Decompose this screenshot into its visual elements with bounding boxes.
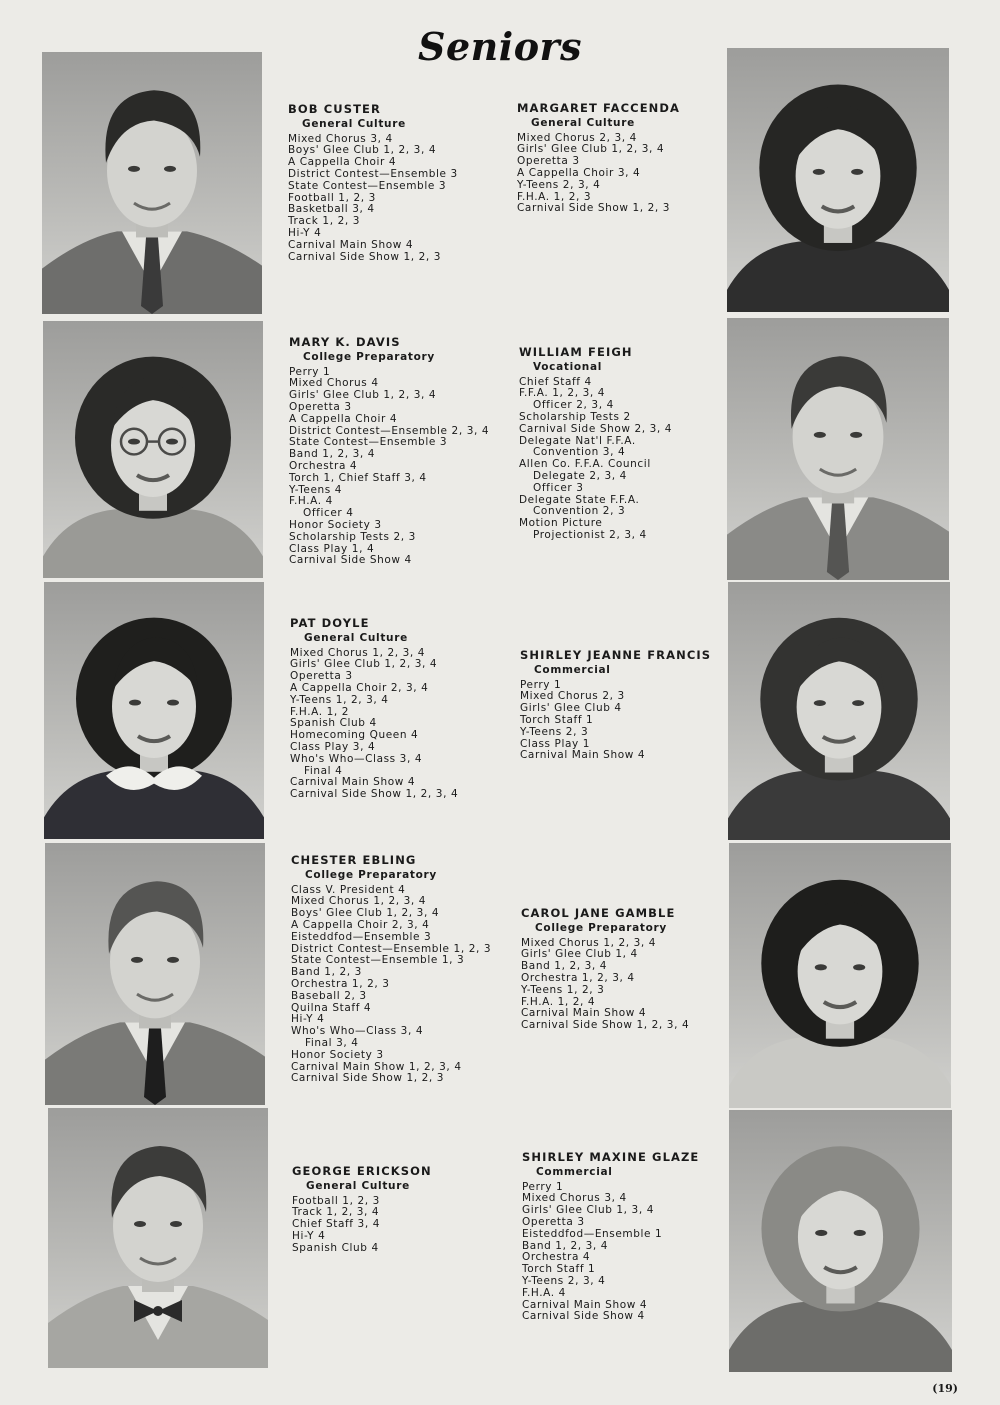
activity-line: Class Play 3, 4	[290, 740, 376, 753]
activity-line: Carnival Side Show 1, 2, 3, 4	[290, 788, 459, 801]
senior-photo	[727, 318, 949, 580]
activity-line: A Cappella Choir 4	[288, 156, 397, 169]
activity-line: A Cappella Choir 4	[289, 412, 398, 425]
activity-line: F.F.A. 1, 2, 3, 4	[519, 387, 606, 400]
activity-line: Eisteddfod—Ensemble 3	[291, 930, 432, 943]
activity-line: Girls' Glee Club 1, 2, 3, 4	[290, 658, 438, 671]
activity-line: Class Play 1, 4	[289, 542, 375, 555]
activity-line: Carnival Side Show 1, 2, 3	[517, 202, 671, 215]
activity-line: Hi-Y 4	[291, 1013, 325, 1026]
senior-name: MARGARET FACCENDA	[517, 101, 681, 115]
senior-name: SHIRLEY JEANNE FRANCIS	[520, 648, 712, 662]
activity-line: Y-Teens 2, 3	[520, 725, 589, 738]
activity-line: A Cappella Choir 2, 3, 4	[290, 681, 429, 694]
activity-line: Final 4	[304, 764, 343, 777]
senior-photo	[729, 843, 951, 1108]
activity-line: District Contest—Ensemble 2, 3, 4	[289, 424, 490, 437]
senior-entry	[519, 347, 744, 542]
senior-name: MARY K. DAVIS	[289, 335, 401, 349]
senior-course: General Culture	[302, 117, 406, 130]
activity-line: Carnival Main Show 4	[288, 238, 414, 251]
portrait-drawing	[45, 843, 265, 1105]
senior-entry	[292, 1166, 517, 1255]
activity-line: Carnival Side Show 1, 2, 3	[288, 250, 442, 263]
activity-line: Carnival Main Show 4	[521, 1007, 647, 1020]
senior-entry	[289, 337, 514, 567]
activity-line: District Contest—Ensemble 1, 2, 3	[291, 942, 492, 955]
senior-name: PAT DOYLE	[290, 616, 370, 630]
portrait-drawing	[727, 48, 949, 312]
senior-course: Commercial	[534, 663, 611, 676]
activity-line: Spanish Club 4	[292, 1241, 379, 1254]
activity-line: Final 3, 4	[305, 1036, 359, 1049]
senior-course: General Culture	[306, 1179, 410, 1192]
senior-course: College Preparatory	[303, 350, 435, 363]
activity-line: Allen Co. F.F.A. Council	[519, 458, 651, 471]
activity-line: Hi-Y 4	[288, 226, 322, 239]
senior-photo	[729, 1110, 952, 1372]
portrait-drawing	[727, 318, 949, 580]
activity-line: Girls' Glee Club 1, 2, 3, 4	[289, 389, 437, 402]
activity-line: Orchestra 4	[289, 459, 358, 472]
portrait-drawing	[43, 321, 263, 578]
portrait-drawing	[42, 52, 262, 314]
activity-line: Delegate Nat'l F.F.A.	[519, 434, 636, 447]
activity-line: Girls' Glee Club 1, 2, 3, 4	[517, 143, 665, 156]
portrait-drawing	[729, 843, 951, 1108]
activity-line: State Contest—Ensemble 1, 3	[291, 954, 465, 967]
senior-entry	[291, 855, 516, 1085]
activity-line: State Contest—Ensemble 3	[288, 179, 447, 192]
senior-name: SHIRLEY MAXINE GLAZE	[522, 1150, 700, 1164]
activity-line: Mixed Chorus 2, 3, 4	[517, 131, 637, 144]
senior-photo	[727, 48, 949, 312]
activity-line: Girls' Glee Club 1, 3, 4	[522, 1204, 654, 1217]
activity-line: Track 1, 2, 3, 4	[292, 1206, 380, 1219]
activity-line: Carnival Side Show 2, 3, 4	[519, 422, 673, 435]
activity-line: Torch Staff 1	[520, 713, 594, 726]
senior-entry	[288, 104, 513, 263]
portrait-drawing	[48, 1108, 268, 1368]
activity-line: Who's Who—Class 3, 4	[290, 752, 423, 765]
activity-line: F.H.A. 1, 2	[290, 705, 350, 718]
activity-line: F.H.A. 4	[522, 1286, 566, 1299]
activity-line: Mixed Chorus 4	[289, 377, 379, 390]
senior-photo	[728, 582, 950, 840]
portrait-drawing	[729, 1110, 952, 1372]
activity-line: Operetta 3	[517, 155, 580, 168]
activity-line: Track 1, 2, 3	[288, 215, 361, 228]
senior-entry	[522, 1152, 747, 1323]
activity-line: Perry 1	[289, 365, 331, 378]
page-title: Seniors	[418, 24, 582, 69]
activity-line: Boys' Glee Club 1, 2, 3, 4	[291, 907, 440, 920]
activity-line: Football 1, 2, 3	[292, 1194, 380, 1207]
activity-line: Y-Teens 2, 3, 4	[517, 178, 601, 191]
senior-name: BOB CUSTER	[288, 102, 381, 116]
activity-line: Convention 3, 4	[533, 446, 626, 459]
activity-line: Basketball 3, 4	[288, 203, 375, 216]
senior-entry	[517, 103, 742, 215]
activity-line: Orchestra 1, 2, 3	[291, 977, 390, 990]
senior-entry	[521, 908, 746, 1032]
senior-course: Vocational	[533, 360, 603, 373]
senior-photo	[45, 843, 265, 1105]
activity-line: Girls' Glee Club 4	[520, 702, 622, 715]
portrait-drawing	[44, 582, 264, 839]
activity-line: Carnival Side Show 1, 2, 3, 4	[521, 1019, 690, 1032]
activity-line: State Contest—Ensemble 3	[289, 436, 448, 449]
activity-line: Mixed Chorus 3, 4	[288, 132, 393, 145]
activity-line: Band 1, 2, 3, 4	[289, 448, 376, 461]
activity-line: Delegate State F.F.A.	[519, 493, 640, 506]
activity-line: Y-Teens 4	[289, 483, 343, 496]
activity-line: Class Play 1	[520, 737, 591, 750]
activity-line: Football 1, 2, 3	[288, 191, 376, 204]
activity-line: F.H.A. 1, 2, 4	[521, 995, 596, 1008]
activity-line: Chief Staff 4	[519, 375, 592, 388]
activity-line: Delegate 2, 3, 4	[533, 469, 627, 482]
senior-course: Commercial	[536, 1165, 613, 1178]
activity-line: Officer 2, 3, 4	[533, 399, 614, 412]
activity-line: Band 1, 2, 3, 4	[521, 960, 608, 973]
activity-line: Boys' Glee Club 1, 2, 3, 4	[288, 144, 437, 157]
senior-photo	[48, 1108, 268, 1368]
senior-course: General Culture	[304, 631, 408, 644]
activity-line: Mixed Chorus 1, 2, 3, 4	[291, 895, 427, 908]
activity-line: Quilna Staff 4	[291, 1001, 372, 1014]
activity-line: Torch Staff 1	[522, 1263, 596, 1276]
senior-course: College Preparatory	[305, 868, 437, 881]
senior-course: General Culture	[531, 116, 635, 129]
activity-line: Projectionist 2, 3, 4	[533, 528, 647, 541]
activity-line: Mixed Chorus 1, 2, 3, 4	[521, 936, 657, 949]
activity-line: Operetta 3	[289, 400, 352, 413]
activity-line: Scholarship Tests 2, 3	[289, 530, 416, 543]
activity-line: Chief Staff 3, 4	[292, 1218, 380, 1231]
activity-line: Motion Picture	[519, 517, 603, 530]
portrait-drawing	[728, 582, 950, 840]
senior-photo	[42, 52, 262, 314]
activity-line: Y-Teens 1, 2, 3	[521, 983, 605, 996]
activity-line: Carnival Main Show 1, 2, 3, 4	[291, 1060, 462, 1073]
activity-line: Carnival Side Show 4	[522, 1310, 645, 1323]
activity-line: F.H.A. 4	[289, 495, 333, 508]
activity-line: Carnival Main Show 4	[520, 749, 646, 762]
activity-line: Band 1, 2, 3, 4	[522, 1239, 609, 1252]
activity-line: Torch 1, Chief Staff 3, 4	[289, 471, 427, 484]
activity-line: Scholarship Tests 2	[519, 410, 631, 423]
activity-line: Eisteddfod—Ensemble 1	[522, 1227, 663, 1240]
activity-line: Officer 4	[303, 507, 354, 520]
activity-line: Operetta 3	[290, 670, 353, 683]
activity-line: District Contest—Ensemble 3	[288, 167, 458, 180]
activity-line: Girls' Glee Club 1, 4	[521, 948, 638, 961]
senior-photo	[44, 582, 264, 839]
activity-line: Carnival Side Show 1, 2, 3	[291, 1072, 445, 1085]
activity-line: F.H.A. 1, 2, 3	[517, 190, 592, 203]
activity-line: Spanish Club 4	[290, 717, 377, 730]
senior-name: GEORGE ERICKSON	[292, 1164, 432, 1178]
activity-line: Y-Teens 2, 3, 4	[522, 1274, 606, 1287]
activity-line: Operetta 3	[522, 1215, 585, 1228]
activity-line: Orchestra 4	[522, 1251, 591, 1264]
activity-line: Mixed Chorus 3, 4	[522, 1192, 627, 1205]
activity-line: Mixed Chorus 1, 2, 3, 4	[290, 646, 426, 659]
senior-entry	[290, 618, 515, 801]
activity-line: Baseball 2, 3	[291, 989, 367, 1002]
senior-entry	[520, 650, 745, 762]
activity-line: Who's Who—Class 3, 4	[291, 1025, 424, 1038]
senior-name: CAROL JANE GAMBLE	[521, 906, 676, 920]
activity-line: Carnival Main Show 4	[522, 1298, 648, 1311]
senior-name: CHESTER EBLING	[291, 853, 417, 867]
page-number: (19)	[932, 1382, 958, 1395]
senior-course: College Preparatory	[535, 921, 667, 934]
senior-name: WILLIAM FEIGH	[519, 345, 633, 359]
activity-line: Perry 1	[522, 1180, 564, 1193]
senior-photo	[43, 321, 263, 578]
activity-line: A Cappella Choir 3, 4	[517, 166, 641, 179]
activity-line: A Cappella Choir 2, 3, 4	[291, 918, 430, 931]
activity-line: Orchestra 1, 2, 3, 4	[521, 971, 635, 984]
activity-line: Band 1, 2, 3	[291, 966, 362, 979]
activity-line: Mixed Chorus 2, 3	[520, 690, 625, 703]
activity-line: Hi-Y 4	[292, 1229, 326, 1242]
activity-line: Homecoming Queen 4	[290, 729, 419, 742]
activity-line: Perry 1	[520, 678, 562, 691]
activity-line: Carnival Side Show 4	[289, 554, 412, 567]
activity-line: Convention 2, 3	[533, 505, 626, 518]
activity-line: Class V. President 4	[291, 883, 406, 896]
activity-line: Carnival Main Show 4	[290, 776, 416, 789]
activity-line: Officer 3	[533, 481, 584, 494]
activity-line: Y-Teens 1, 2, 3, 4	[290, 693, 389, 706]
activity-line: Honor Society 3	[289, 518, 382, 531]
activity-line: Honor Society 3	[291, 1048, 384, 1061]
